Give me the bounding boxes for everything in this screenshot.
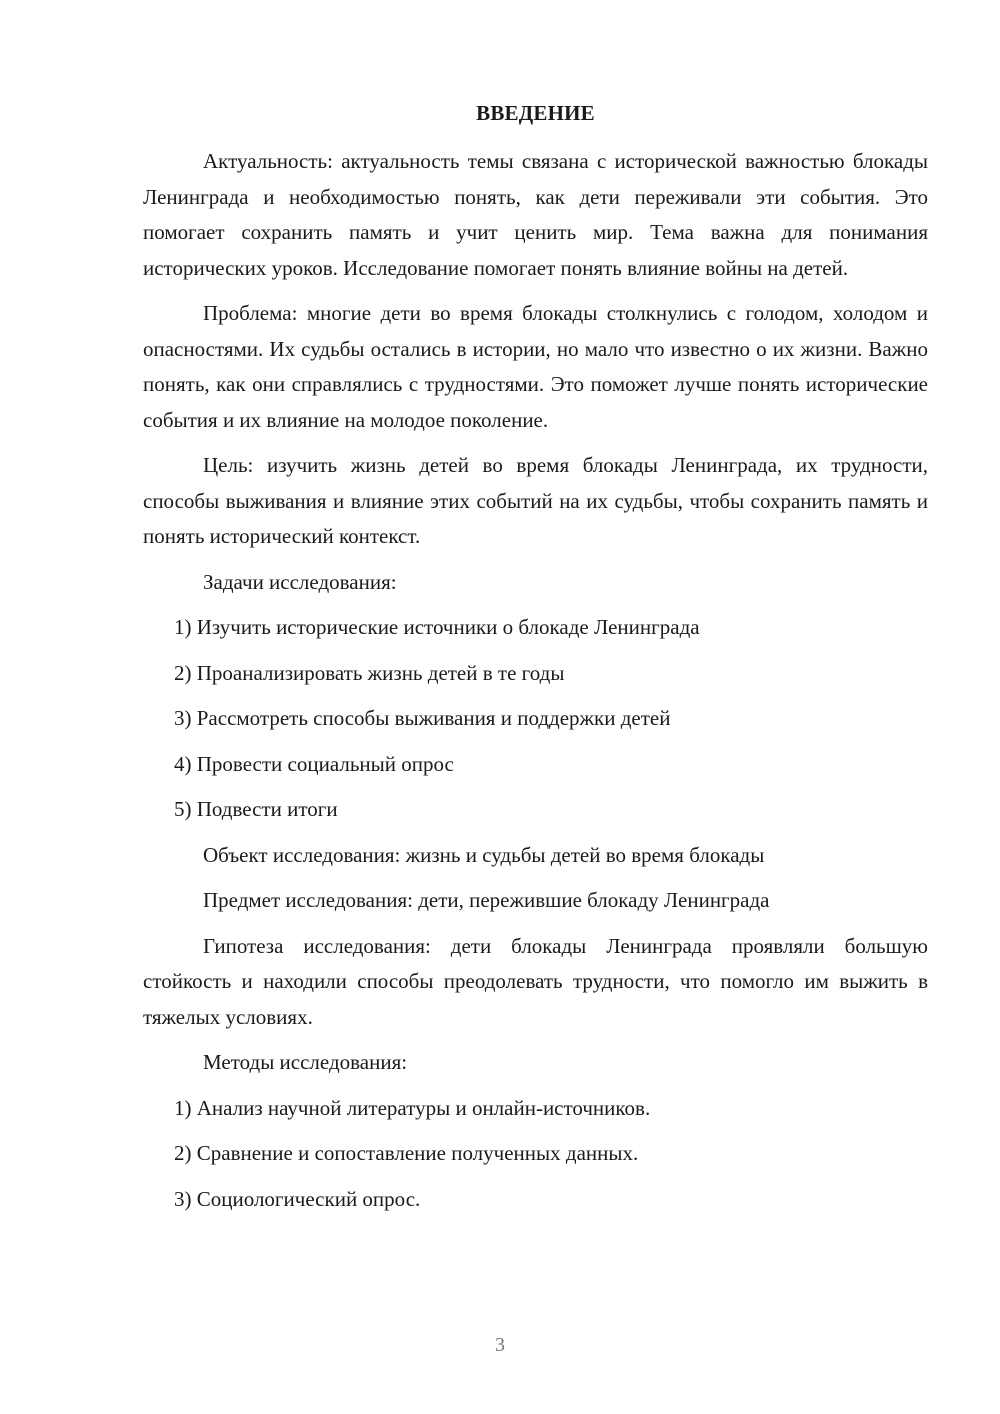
hypothesis-paragraph: Гипотеза исследования: дети блокады Ленинграда проявляли большую стойкость и находили способы преодолевать трудности, что помогло им выжить в тяжелых условиях. xyxy=(143,933,928,1029)
section-title: ВВЕДЕНИЕ xyxy=(476,101,595,125)
methods-list xyxy=(143,1091,928,1218)
list-item: 1) Анализ научной литературы и онлайн-источников. xyxy=(174,1095,651,1120)
list-item: 2) Проанализировать жизнь детей в те годы xyxy=(174,660,565,685)
relevance-paragraph: Актуальность: актуальность темы связана с исторической важностью блокады Ленинграда и необходимостью понять, как дети переживали эти события. Это помогает сохранить память и учит ценить мир. Тема важна для понимания исторических уроков. Исследование помогает понять влияние войны на детей. xyxy=(143,149,928,280)
document-page xyxy=(143,95,928,1217)
methods-heading: Методы исследования: xyxy=(203,1050,408,1074)
research-object: Объект исследования: жизнь и судьбы детей во время блокады xyxy=(203,842,765,867)
list-item: 2) Сравнение и сопоставление полученных данных. xyxy=(174,1141,639,1165)
list-item: 3) Рассмотреть способы выживания и поддержки детей xyxy=(174,706,671,730)
list-item: 5) Подвести итоги xyxy=(174,797,338,821)
page-number: 3 xyxy=(495,1334,505,1356)
list-item: 3) Социологический опрос. xyxy=(174,1186,421,1211)
list-item: 1) Изучить исторические источники о блокаде Ленинграда xyxy=(174,615,700,639)
problem-paragraph: Проблема: многие дети во время блокады столкнулись с голодом, холодом и опасностями. Их судьбы остались в истории, но мало что известно о их жизни. Важно понять, как они справлялись с трудностями. Это поможет лучше понять исторические события и их влияние на молодое поколение. xyxy=(143,301,928,432)
research-subject: Предмет исследования: дети, пережившие блокаду Ленинграда xyxy=(203,888,770,912)
tasks-heading: Задачи исследования: xyxy=(203,569,397,594)
list-item: 4) Провести социальный опрос xyxy=(174,751,454,776)
tasks-list xyxy=(143,610,928,828)
goal-paragraph: Цель: изучить жизнь детей во время блокады Ленинграда, их трудности, способы выживания и влияние этих событий на их судьбы, чтобы сохранить память и понять исторический контекст. xyxy=(143,453,928,548)
